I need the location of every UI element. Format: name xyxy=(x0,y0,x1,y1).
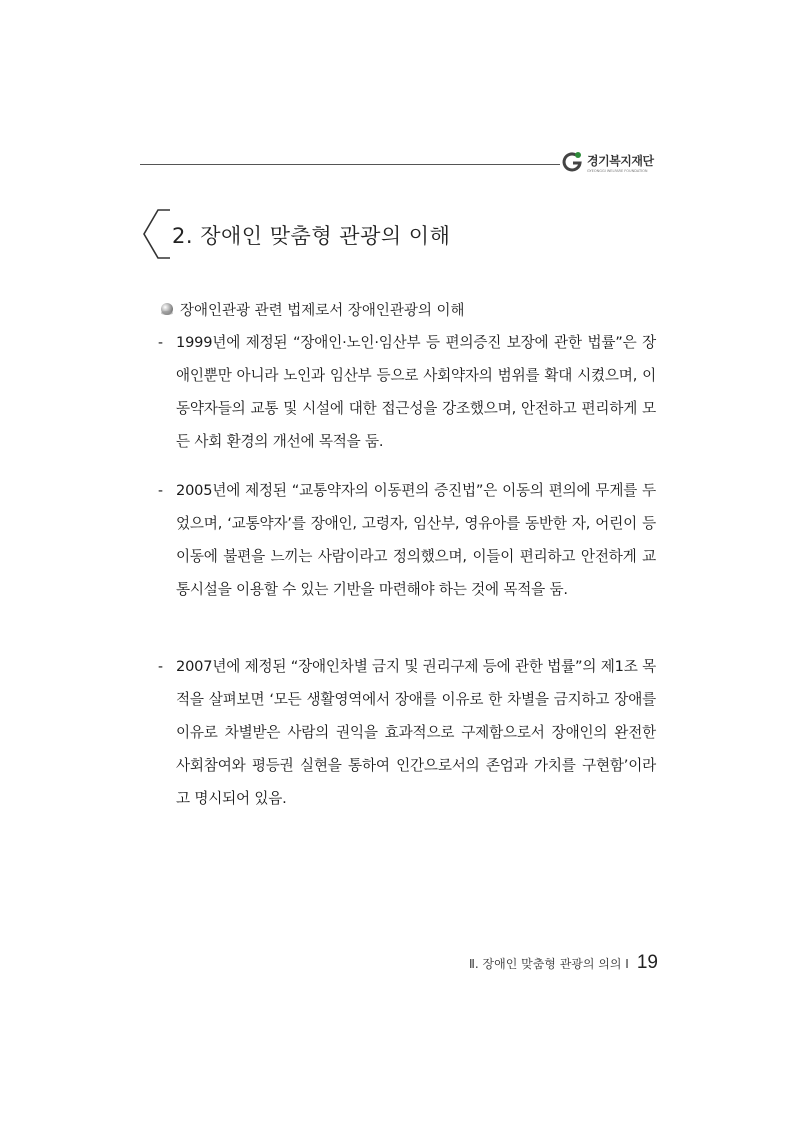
list-item-marker: - xyxy=(158,482,163,499)
list-item-text: 2007년에 제정된 “장애인차별 금지 및 권리구제 등에 관한 법률”의 제1조 목적을 살펴보면 ‘모든 생활영역에서 장애를 이유로 한 차별을 금지하고 장애를 이유로 차별받은 사람의 권익을 효과적으로 구제함으로서 장애인의 완전한 사회참여와 평등권 실현을 통하여 인간으로서의 존엄과 가치를 구현함’이라고 명시되어 있음. xyxy=(176,658,656,807)
org-name: 경기복지재단 xyxy=(587,154,654,168)
section-bracket-icon xyxy=(142,208,176,260)
subheading-text: 장애인관광 관련 법제로서 장애인관광의 이해 xyxy=(180,302,465,319)
footer-chapter: Ⅱ. 장애인 맞춤형 관광의 의의 Ⅰ xyxy=(469,957,629,971)
list-item xyxy=(158,650,656,815)
foundation-logo-icon xyxy=(560,150,584,174)
org-subtitle: GYEONGGI WELFARE FOUNDATION xyxy=(587,169,648,173)
list-item-text: 1999년에 제정된 “장애인·노인·임산부 등 편의증진 보장에 관한 법률”은 장애인뿐만 아니라 노인과 임산부 등으로 사회약자의 범위를 확대 시켰으며, 이동약자들의 교통 및 시설에 대한 접근성을 강조했으며, 안전하고 편리하게 모든 사회 환경의 개선에 목적을 둠. xyxy=(176,334,656,450)
org-logo xyxy=(560,148,670,178)
page-number: 19 xyxy=(636,952,658,973)
list-item-marker: - xyxy=(158,658,163,675)
list-item-text: 2005년에 제정된 “교통약자의 이동편의 증진법”은 이동의 편의에 무게를 두었으며, ‘교통약자’를 장애인, 고령자, 임산부, 영유아를 동반한 자, 어린이 등 이동에 불편을 느끼는 사람이라고 정의했으며, 이들이 편리하고 안전하게 교통시설을 이용할 수 있는 기반을 마련해야 하는 것에 목적을 둠. xyxy=(176,482,656,598)
header-rule xyxy=(140,164,560,165)
sphere-bullet-icon xyxy=(160,302,174,316)
page-footer xyxy=(469,952,658,974)
section-title: 2. 장애인 맞춤형 관광의 이해 xyxy=(172,224,451,248)
list-item xyxy=(158,326,656,458)
subheading xyxy=(160,298,465,320)
list-item-marker: - xyxy=(158,334,163,351)
list-item xyxy=(158,474,656,606)
